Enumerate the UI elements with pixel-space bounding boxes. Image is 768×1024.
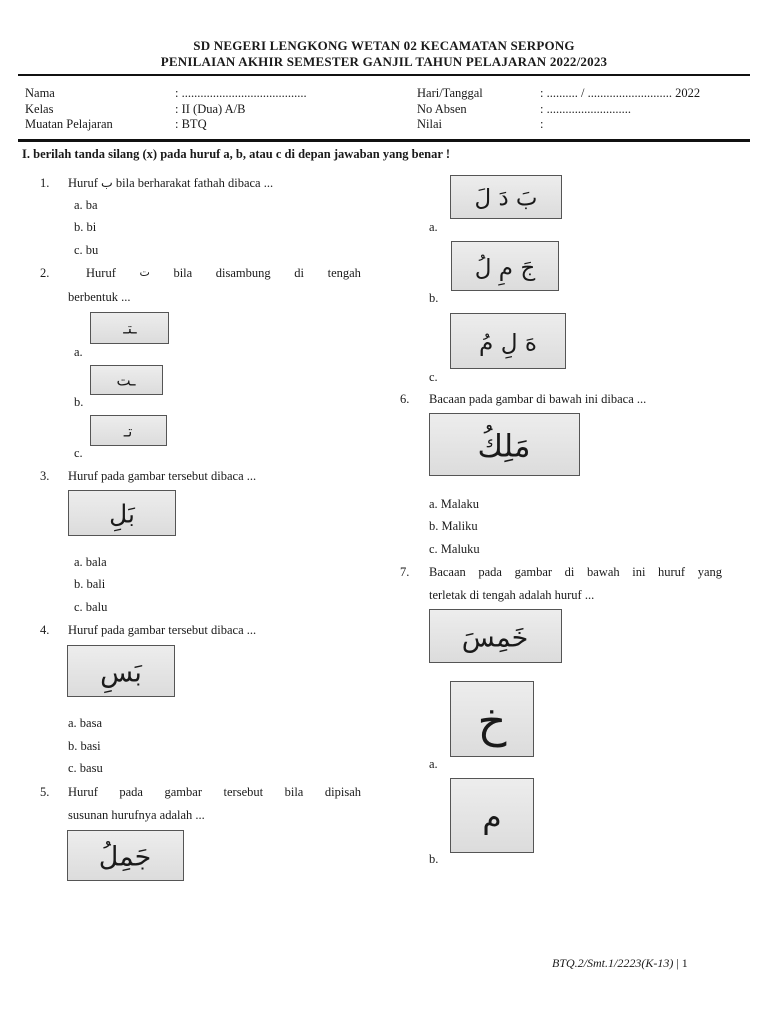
q3-image: [68, 490, 176, 536]
q7-line2: terletak di tengah adalah huruf ...: [429, 588, 595, 602]
q7-image-b-text: م: [482, 799, 502, 836]
q5-image: [67, 830, 184, 881]
header-divider-bottom: [18, 139, 750, 142]
page-number: 1: [681, 956, 688, 970]
kelas-label: Kelas: [25, 102, 54, 116]
q6-option-c[interactable]: c. Maluku: [429, 542, 480, 556]
q4-option-b[interactable]: b. basi: [68, 739, 101, 753]
q3-image-text: بَلِ: [109, 499, 135, 529]
exam-title: PENILAIAN AKHIR SEMESTER GANJIL TAHUN PELAJARAN 2022/2023: [160, 54, 608, 69]
q4-option-c[interactable]: c. basu: [68, 761, 103, 775]
q1-text: [68, 172, 273, 194]
q1-option-a[interactable]: a. ba: [74, 198, 98, 212]
q1-text-b: bila berharakat fathah dibaca ...: [112, 176, 274, 190]
q5-option-b[interactable]: b.: [429, 291, 439, 305]
q2-option-c[interactable]: c.: [74, 446, 83, 460]
q2-word-1: Huruf: [86, 266, 116, 280]
q5-number: 5.: [40, 785, 50, 799]
q2-number: 2.: [40, 266, 50, 280]
q5-image-b: [451, 241, 559, 291]
q2-image-b-text: ـت: [116, 371, 136, 390]
q5-line2: susunan hurufnya adalah ...: [68, 808, 205, 822]
q5-option-a[interactable]: a.: [429, 220, 438, 234]
q1-text-a: Huruf: [68, 176, 101, 190]
q7-image-a: [450, 681, 534, 757]
q1-option-b[interactable]: b. bi: [74, 220, 97, 234]
q2-line1: [68, 262, 361, 284]
q1-number: 1.: [40, 176, 50, 190]
q2-word-5: tengah: [327, 266, 361, 280]
q6-option-a[interactable]: a. Malaku: [429, 497, 479, 511]
q3-number: 3.: [40, 469, 50, 483]
q3-text: Huruf pada gambar tersebut dibaca ...: [68, 469, 257, 483]
q2-image-c-text: تـ: [123, 422, 133, 441]
q6-number: 6.: [400, 392, 410, 406]
q5-image-a-text: بَ دَ لَ: [474, 185, 538, 212]
q4-image: [67, 645, 175, 697]
header-divider-top: [18, 74, 750, 76]
q3-option-a[interactable]: a. bala: [74, 555, 107, 569]
q3-option-b[interactable]: b. bali: [74, 577, 106, 591]
q7-option-a[interactable]: a.: [429, 757, 438, 771]
instruction: I. berilah tanda silang (x) pada huruf a, b, atau c di depan jawaban yang benar !: [22, 147, 450, 161]
absen-field[interactable]: : ...........................: [540, 102, 631, 116]
nilai-label: Nilai: [417, 117, 442, 131]
muatan-label: Muatan Pelajaran: [25, 117, 113, 131]
hari-field[interactable]: : .......... / ........................... 2022: [540, 86, 701, 100]
footer-separator: |: [673, 956, 682, 970]
q6-image: [429, 413, 580, 476]
q2-option-b[interactable]: b.: [74, 395, 84, 409]
q6-option-b[interactable]: b. Maliku: [429, 519, 478, 533]
footer-code: BTQ.2/Smt.1/2223(K-13): [552, 956, 674, 970]
nama-field[interactable]: : ........................................: [175, 86, 307, 100]
q4-image-text: بَسِ: [100, 657, 142, 689]
q5-image-a: [450, 175, 562, 219]
kelas-value: : II (Dua) A/B: [175, 102, 246, 116]
q1-glyph: ب: [100, 175, 113, 190]
hari-label: Hari/Tanggal: [417, 86, 483, 100]
q2-image-b: [90, 365, 163, 395]
q7-image-text: خَمِسَ: [461, 622, 529, 654]
q5-line1: Huruf pada gambar tersebut bila dipisah: [68, 785, 361, 799]
q5-image-text: جَمِلُ: [98, 841, 152, 873]
absen-label: No Absen: [417, 102, 467, 116]
school-title: SD NEGERI LENGKONG WETAN 02 KECAMATAN SERPONG: [193, 38, 575, 53]
q5-image-b-text: جَ مِ لُ: [474, 255, 536, 282]
q7-number: 7.: [400, 565, 410, 579]
q6-text: Bacaan pada gambar di bawah ini dibaca ...: [429, 392, 647, 406]
q2-glyph: ت: [139, 266, 150, 279]
q6-image-text: مَلِكُ: [477, 428, 531, 465]
q1-option-c[interactable]: c. bu: [74, 243, 99, 257]
q2-word-2: bila: [173, 266, 193, 280]
q7-image-a-text: خ: [477, 694, 507, 748]
nilai-field[interactable]: :: [540, 117, 544, 131]
q5-image-c: [450, 313, 566, 369]
q4-number: 4.: [40, 623, 50, 637]
q5-image-c-text: هَ لِ مُ: [479, 330, 537, 357]
q2-option-a[interactable]: a.: [74, 345, 83, 359]
q4-option-a[interactable]: a. basa: [68, 716, 103, 730]
q2-word-3: disambung: [215, 266, 271, 280]
footer: [552, 956, 688, 971]
q5-option-c[interactable]: c.: [429, 370, 438, 384]
q7-option-b[interactable]: b.: [429, 852, 439, 866]
q2-word-4: di: [294, 266, 304, 280]
q2-image-c: [90, 415, 167, 446]
nama-label: Nama: [25, 86, 55, 100]
q4-text: Huruf pada gambar tersebut dibaca ...: [68, 623, 257, 637]
q2-image-a: [90, 312, 169, 344]
muatan-value: : BTQ: [175, 117, 207, 131]
q2-image-a-text: ـتـ: [123, 319, 137, 338]
q7-image-b: [450, 778, 534, 853]
q2-line2: berbentuk ...: [68, 290, 131, 304]
q3-option-c[interactable]: c. balu: [74, 600, 108, 614]
q7-line1: Bacaan pada gambar di bawah ini huruf yang: [429, 565, 722, 579]
q7-image: [429, 609, 562, 663]
